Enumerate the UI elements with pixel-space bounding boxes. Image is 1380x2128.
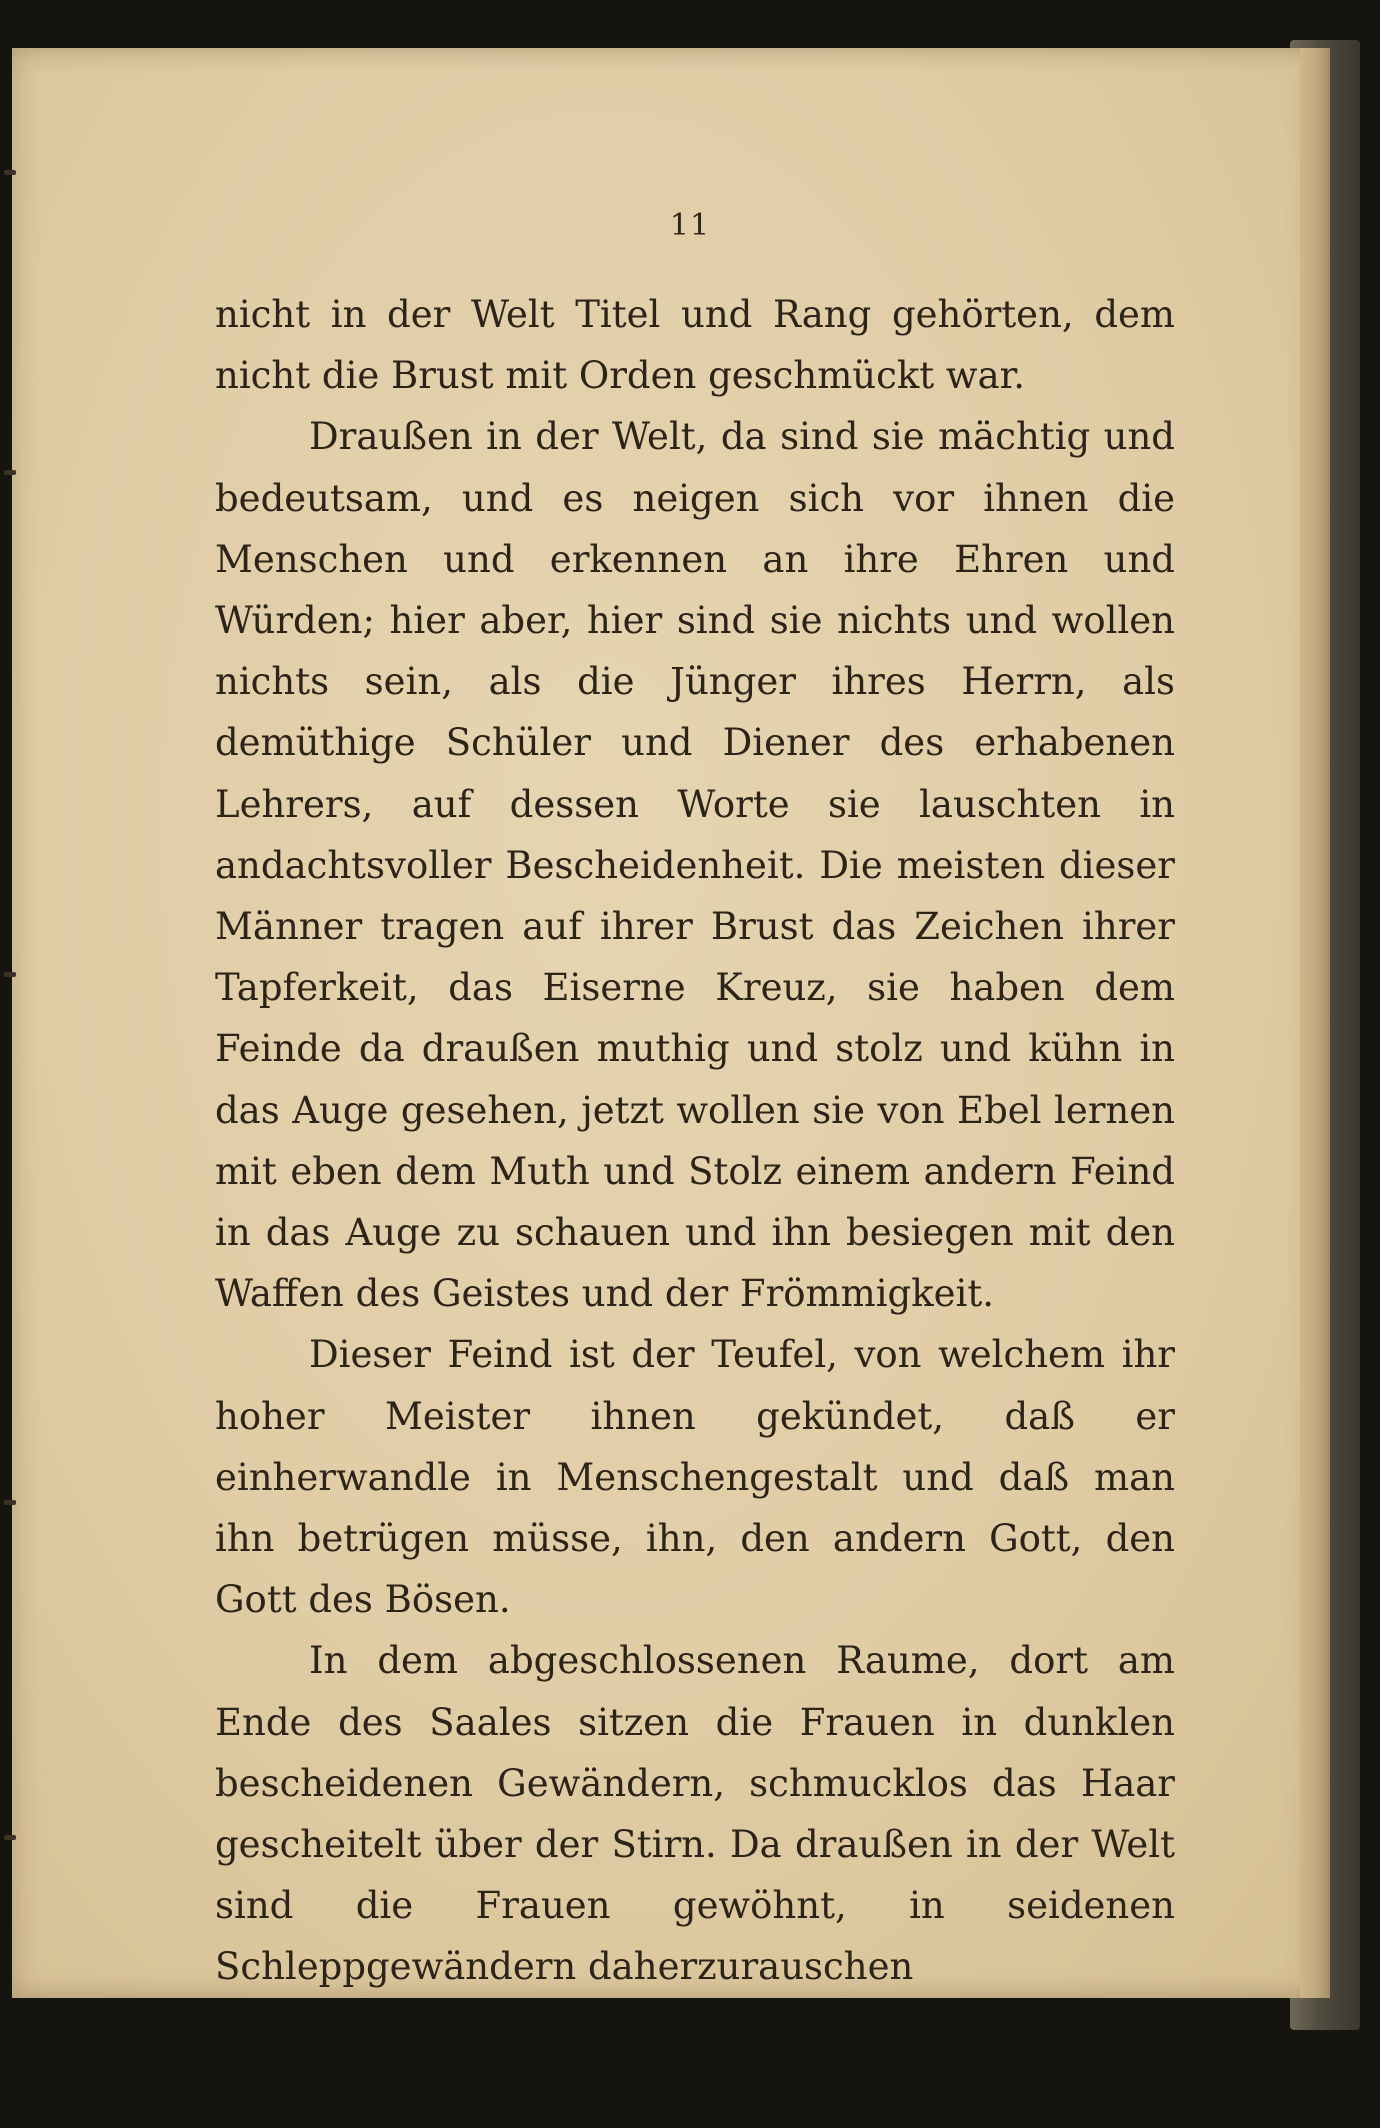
body-text [215, 284, 1175, 1998]
binding-thread-mark [4, 1835, 16, 1840]
paragraph: Dieser Feind ist der Teufel, von welchem ihr hoher Meister ihnen gekündet, daß er einherwandle in Menschengestalt und daß man ihn betrügen müsse, ihn, den andern Gott, den Gott des Bösen. [215, 1333, 1175, 1622]
page-number: 11 [669, 208, 711, 243]
binding-thread-mark [4, 972, 16, 977]
paragraph: nicht in der Welt Titel und Rang gehörten, dem nicht die Brust mit Orden geschmückt war. [215, 293, 1175, 398]
page-fore-edge [1300, 48, 1330, 1998]
paragraph: Draußen in der Welt, da sind sie mächtig und bedeutsam, und es neigen sich vor ihnen die Menschen und erkennen an ihre Ehren und Würden; hier aber, hier sind sie nichts und wollen nichts sein, als die Jünger ihres Herrn, als demüthige Schüler und Diener des erhabenen Lehrers, auf dessen Worte sie lauschten in andachtsvoller Bescheidenheit. Die meisten dieser Männer tragen auf ihrer Brust das Zeichen ihrer Tapferkeit, das Eiserne Kreuz, sie haben dem Feinde da draußen muthig und stolz und kühn in das Auge gesehen, jetzt wollen sie von Ebel lernen mit eben dem Muth und Stolz einem andern Feind in das Auge zu schauen und ihn besiegen mit den Waffen des Geistes und der Frömmigkeit. [215, 415, 1175, 1316]
binding-thread-mark [4, 1500, 16, 1505]
binding-thread-mark [4, 170, 16, 175]
paragraph: In dem abgeschlossenen Raume, dort am Ende des Saales sitzen die Frauen in dunklen bescheidenen Gewändern, schmucklos das Haar gescheitelt über der Stirn. Da draußen in der Welt sind die Frauen gewöhnt, in seidenen Schleppgewändern daherzurauschen [215, 1639, 1175, 1989]
binding-thread-mark [4, 470, 16, 475]
